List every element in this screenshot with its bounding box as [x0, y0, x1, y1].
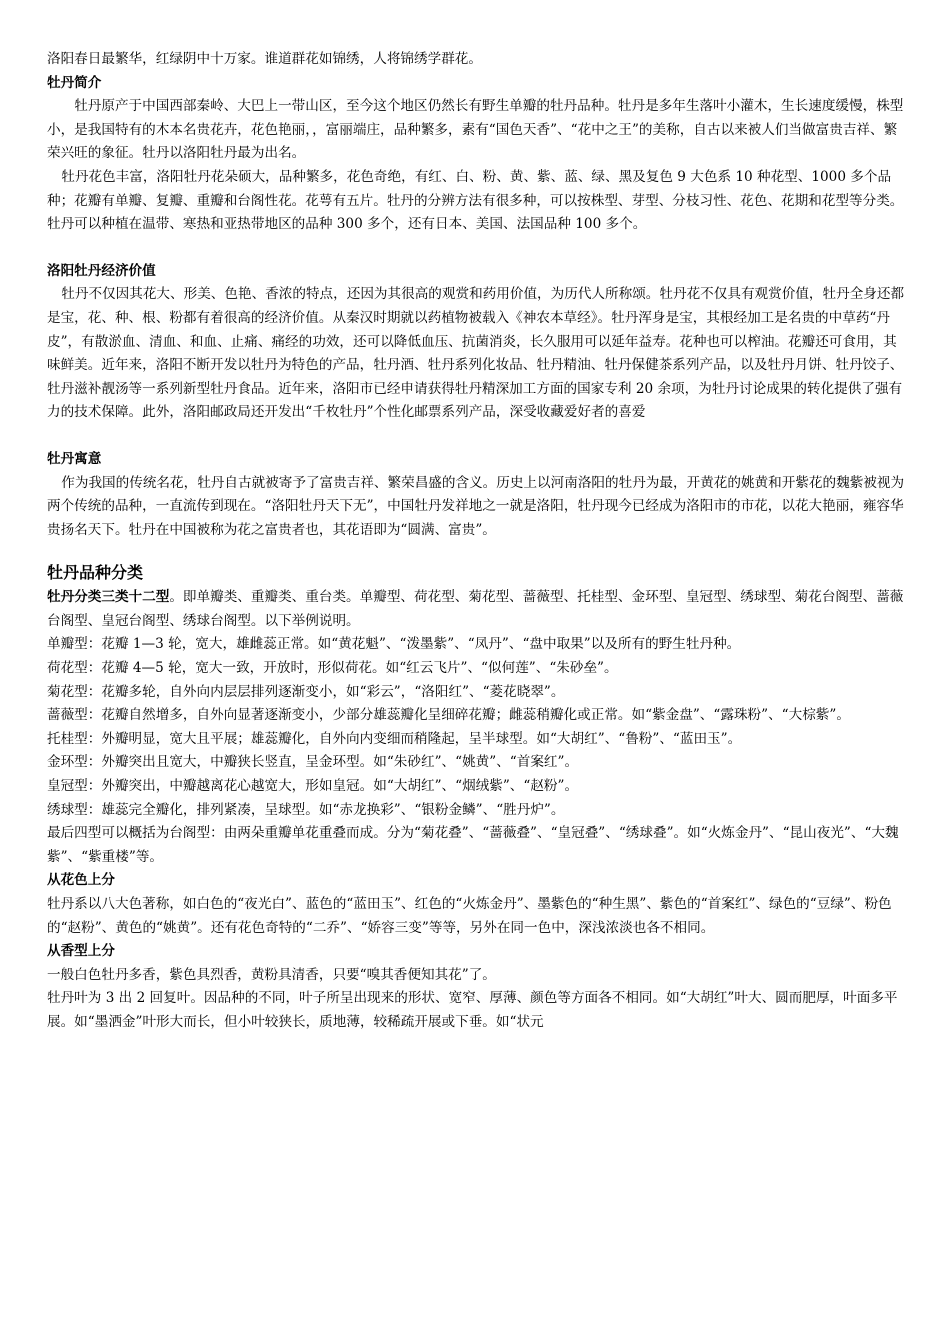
variety-type-globular: 绣球型：雄蕊完全瓣化，排列紧凑，呈球型。如“赤龙换彩”、“银粉金鳞”、“胜丹炉”。 — [47, 801, 565, 818]
variety-type-golden-ring: 金环型：外瓣突出且宽大，中瓣狭长竖直，呈金环型。如“朱砂红”、“姚黄”、“首案红”。 — [47, 754, 579, 771]
heading-economic-value: 洛阳牡丹经济价值 — [47, 262, 156, 279]
variety-type-single-petal: 单瓣型：花瓣 1—3 轮，宽大，雄雌蕊正常。如“黄花魁”、“泼墨紫”、“凤丹”、“盘中取果”以及所有的野生牡丹种。 — [47, 636, 741, 653]
economic-value-paragraph: 牡丹不仅因其花大、形美、色艳、香浓的特点，还因为其很高的观赏和药用价值，为历代人所称颂。牡丹花不仅具有观赏价值，牡丹全身还都是宝，花、种、根、粉都有着很高的经济价值。从秦汉时期就以药植物被载入《神农本草经》。牡丹浑身是宝，其根经加工是名贵的中草药“丹皮”，有散淤血、清血、和血、止痛、痛经的功效，还可以降低血压、抗菌消炎，长久服用可以延年益寿。花种也可以榨油。花瓣还可食用，其味鲜美。近年来，洛阳不断开发以牡丹为特色的产品，牡丹酒、牡丹系列化妆品、牡丹精油、牡丹保健茶系列产品，以及牡丹月饼、牡丹饺子、牡丹滋补靓汤等一系列新型牡丹食品。近年来，洛阳市已经申请获得牡丹精深加工方面的国家专利 20 余项，为牡丹讨论成果的转化提供了强有力的技术保障。此外，洛阳邮政局还开发出“千枚牡丹”个性化邮票系列产品，深受收藏爱好者的喜爱 — [47, 286, 905, 421]
heading-meaning: 牡丹寓意 — [47, 450, 102, 467]
variety-type-anemone: 托桂型：外瓣明显，宽大且平展；雄蕊瓣化，自外向内变细而稍隆起，呈半球型。如“大胡红”、“鲁粉”、“蓝田玉”。 — [47, 730, 742, 747]
by-scent-paragraph-2: 牡丹叶为 3 出 2 回复叶。因品种的不同，叶子所呈出现来的形状、宽窄、厚薄、颜色等方面各不相同。如“大胡红”叶大、圆而肥厚，叶面多平展。如“墨洒金”叶形大而长，但小叶较狭长，质地薄，较稀疏开展或下垂。如“状元 — [47, 990, 898, 1030]
heading-by-color: 从花色上分 — [47, 872, 115, 889]
variety-type-lotus: 荷花型：花瓣 4—5 轮，宽大一致，开放时，形似荷花。如“红云飞片”、“似何莲”、“朱砂垒”。 — [47, 660, 618, 677]
intro-paragraph-2: 牡丹花色丰富，洛阳牡丹花朵硕大，品种繁多，花色奇绝，有红、白、粉、黄、紫、蓝、绿、黑及复色 9 大色系 10 种花型、1000 多个品种；花瓣有单瓣、复瓣、重瓣和台阁性花。花萼有五片。牡丹的分辨方法有很多种，可以按株型、芽型、分枝习性、花色、花期和花型等分类。牡丹可以种植在温带、寒热和亚热带地区的品种 300 多个，还有日本、美国、法国品种 100 多个。 — [47, 168, 904, 233]
varieties-lead — [47, 586, 906, 633]
variety-type-chrysanthemum: 菊花型：花瓣多轮，自外向内层层排列逐渐变小，如“彩云”，“洛阳红”、“菱花晓翠”。 — [47, 683, 565, 700]
by-color-paragraph: 牡丹系以八大色著称，如白色的“夜光白”、蓝色的“蓝田玉”、红色的“火炼金丹”、墨紫色的“种生黑”、紫色的“首案红”、绿色的“豆绿”、粉色的“赵粉”、黄色的“姚黄”。还有花色奇特的“二乔”、“娇容三变”等等，另外在同一色中，深浅浓淡也各不相同。 — [47, 896, 892, 936]
variety-type-crown: 皇冠型：外瓣突出，中瓣越离花心越宽大，形如皇冠。如“大胡红”、“烟绒紫”、“赵粉”。 — [47, 778, 579, 795]
by-scent-paragraph-1: 一般白色牡丹多香，紫色具烈香，黄粉具清香，只要“嗅其香便知其花”了。 — [47, 966, 496, 983]
heading-by-scent: 从香型上分 — [47, 943, 115, 960]
intro-paragraph-1: 牡丹原产于中国西部秦岭、大巴上一带山区，至今这个地区仍然长有野生单瓣的牡丹品种。牡丹是多年生落叶小灌木，生长速度缓慢，株型小，是我国特有的木本名贵花卉，花色艳丽，，富丽端庄，品种繁多，素有“国色天香”、“花中之王”的美称，自古以来被人们当做富贵吉祥、繁荣兴旺的象征。牡丹以洛阳牡丹最为出名。 — [47, 98, 904, 162]
variety-type-rose: 蔷薇型：花瓣自然增多，自外向显著逐渐变小，少部分雄蕊瓣化呈细碎花瓣；雌蕊稍瓣化或正常。如“紫金盘”、“露珠粉”、“大棕紫”。 — [47, 707, 850, 724]
heading-varieties: 牡丹品种分类 — [47, 563, 144, 583]
varieties-lead-rest: 。即单瓣类、重瓣类、重台类。单瓣型、荷花型、菊花型、蔷薇型、托桂型、金环型、皇冠型、绣球型、菊花台阁型、蔷薇台阁型、皇冠台阁型、绣球台阁型。以下举例说明。 — [47, 589, 904, 629]
meaning-paragraph: 作为我国的传统名花，牡丹自古就被寄予了富贵吉祥、繁荣昌盛的含义。历史上以河南洛阳的牡丹为最，开黄花的姚黄和开紫花的魏紫被视为两个传统的品种，一直流传到现在。“洛阳牡丹天下无”，中国牡丹发祥地之一就是洛阳，牡丹现今已经成为洛阳市的市花，以花大艳丽，雍容华贵扬名天下。牡丹在中国被称为花之富贵者也，其花语即为“圆满、富贵”。 — [47, 474, 905, 538]
heading-intro: 牡丹简介 — [47, 74, 102, 91]
varieties-lead-bold: 牡丹分类三类十二型 — [47, 589, 170, 606]
variety-type-pavilion: 最后四型可以概括为台阁型：由两朵重瓣单花重叠而成。分为“菊花叠”、“蔷薇叠”、“皇冠叠”、“绣球叠”。如“火炼金丹”、“昆山夜光”、“大魏紫”、“紫重楼”等。 — [47, 825, 899, 865]
intro-poem: 洛阳春日最繁华，红绿阴中十万家。谁道群花如锦绣，人将锦绣学群花。 — [47, 51, 482, 67]
